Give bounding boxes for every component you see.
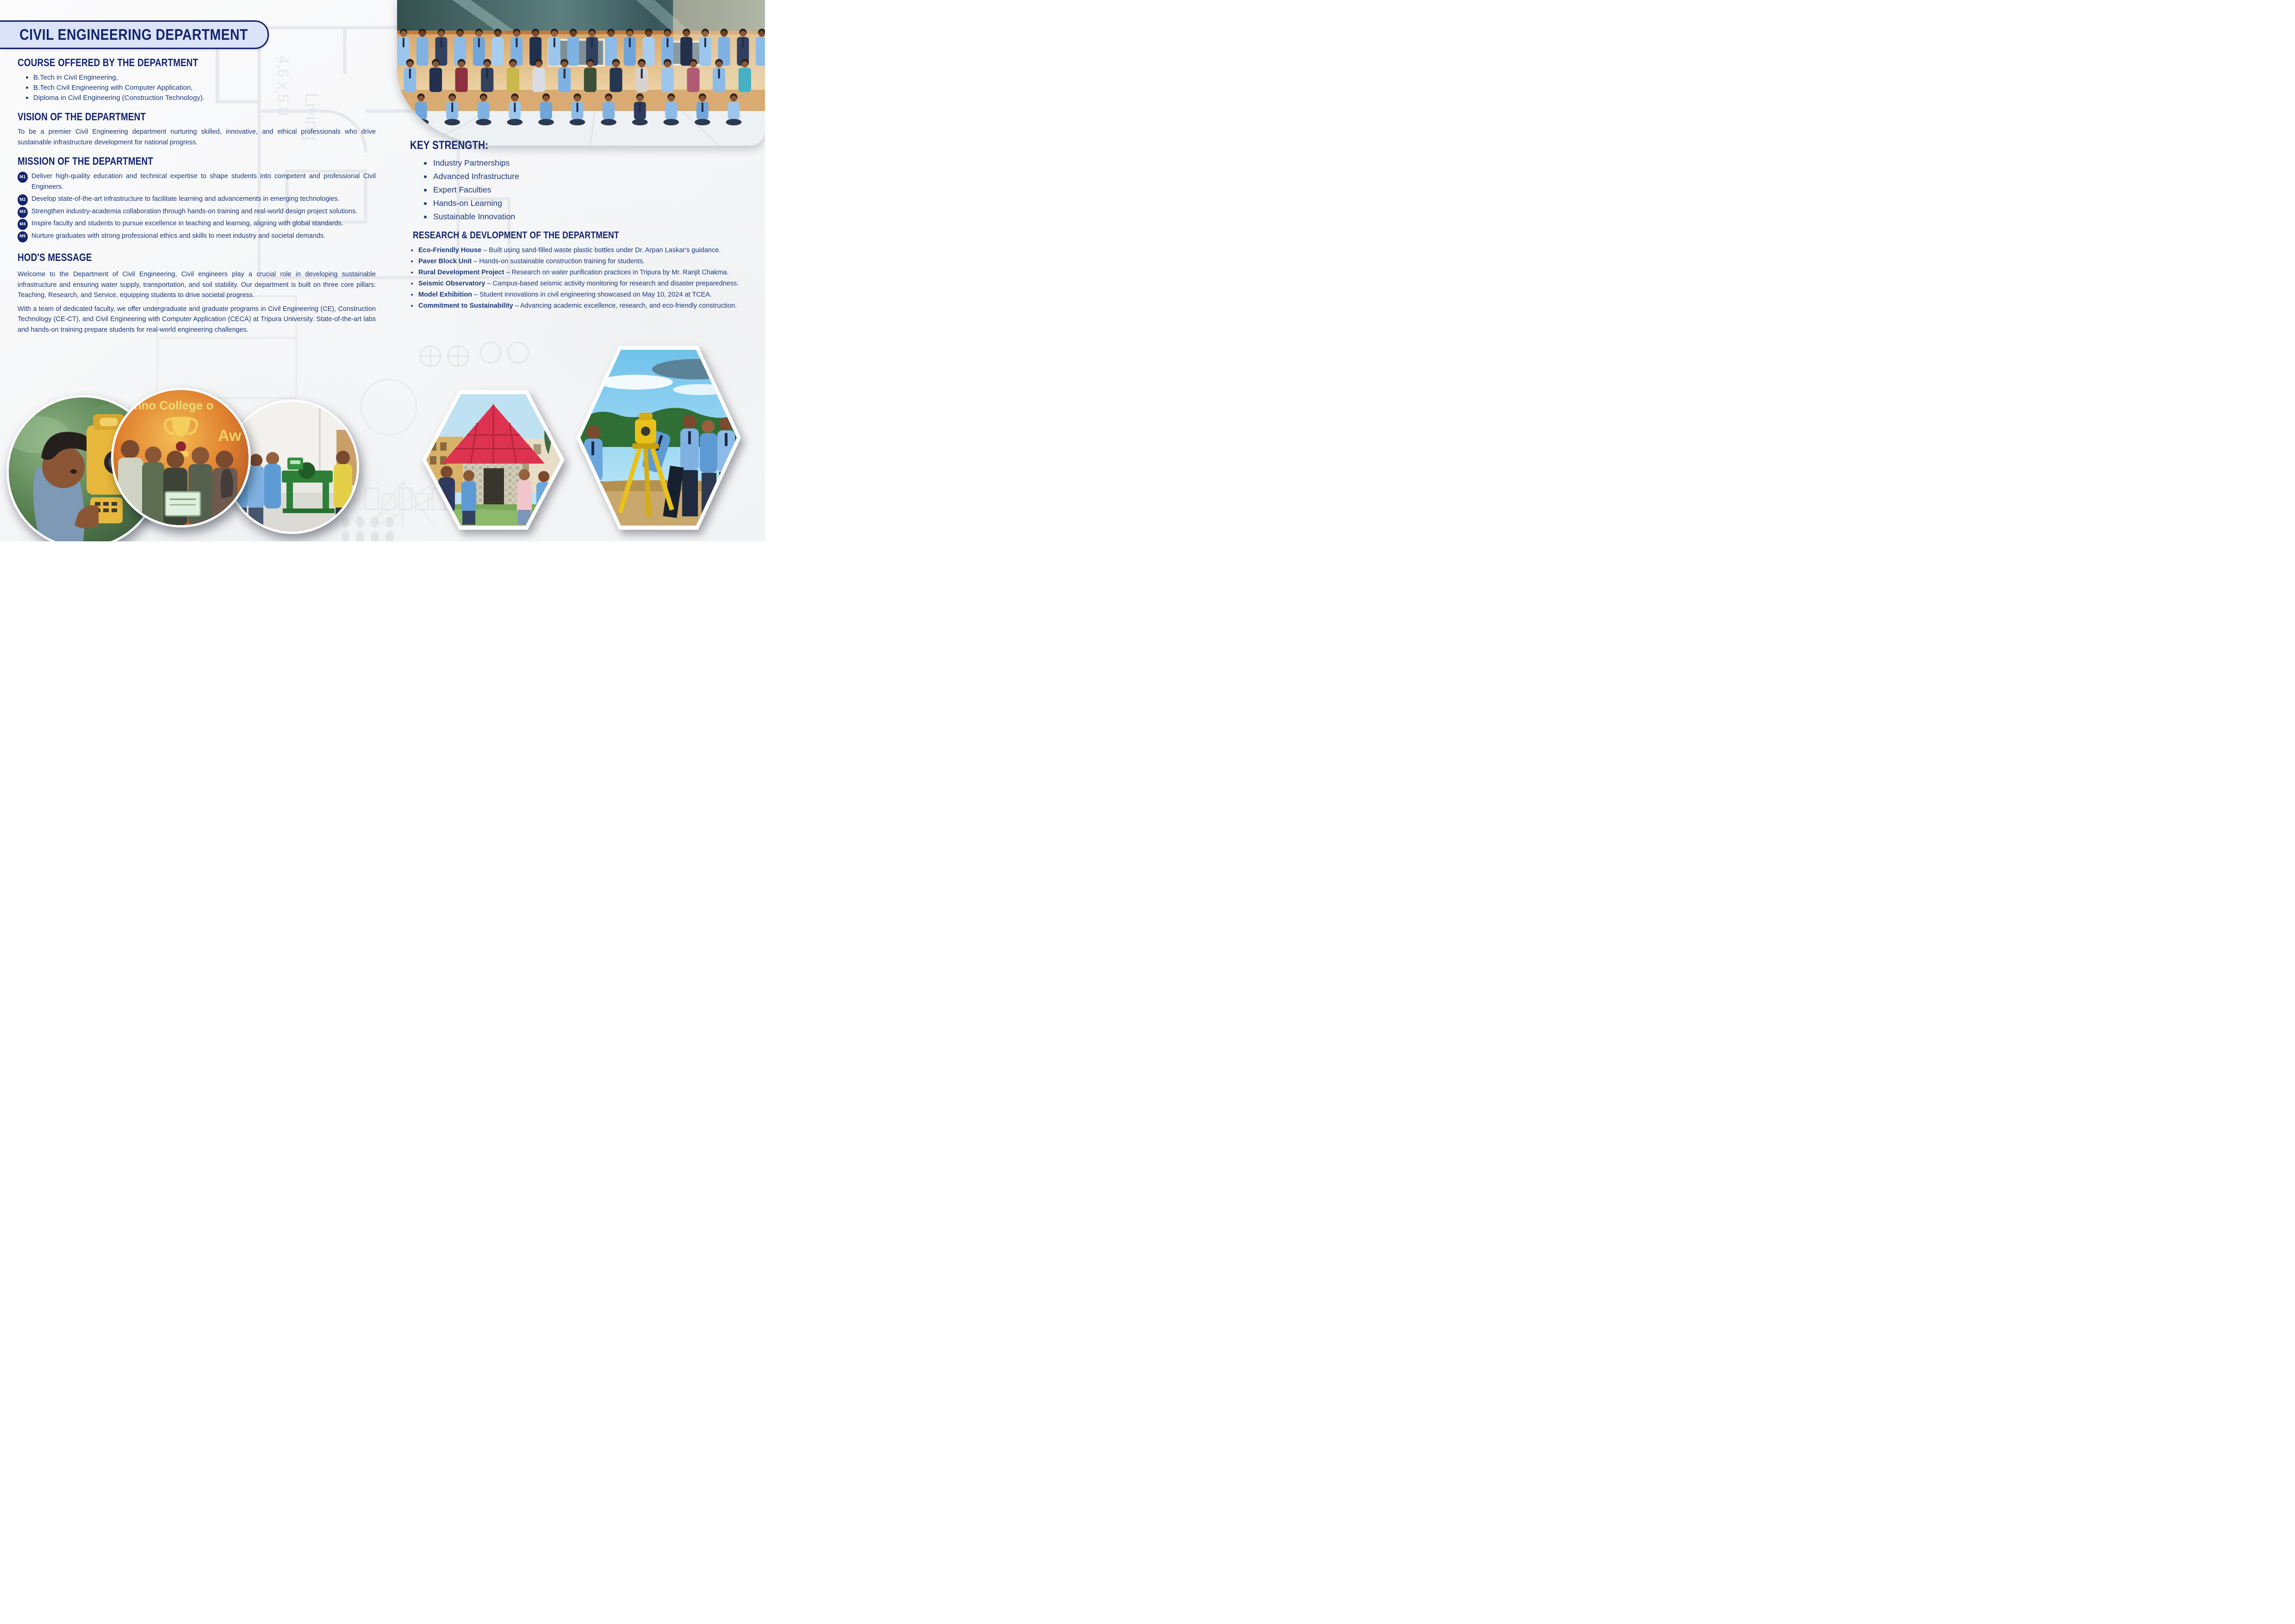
list-item bbox=[424, 170, 761, 183]
research-item-text: – Student innovations in civil engineering showcased on May 10, 2024 at TCEA. bbox=[474, 291, 712, 298]
courses-heading: COURSE OFFERED BY THE DEPARTMENT bbox=[18, 56, 199, 68]
research-item-lead: Paver Block Unit bbox=[418, 258, 472, 265]
list-item bbox=[410, 256, 761, 267]
research-item-text: – Research on water purification practices in Tripura by Mr. Ranjit Chakma. bbox=[506, 269, 729, 276]
mission-badge-m5: M5 bbox=[18, 231, 28, 242]
group-photo-illustration bbox=[397, 0, 765, 146]
bullet-dot-icon bbox=[424, 202, 427, 205]
bullet-dot-icon bbox=[411, 305, 413, 307]
list-item bbox=[410, 290, 761, 300]
plan-label-size: 4.6 x 5.8 bbox=[274, 56, 292, 116]
bullet-dot-icon bbox=[411, 249, 413, 251]
brochure-page bbox=[0, 0, 765, 541]
research-heading: RESEARCH & DEVLOPMENT OF THE DEPARTMENT bbox=[413, 229, 619, 241]
hod-paragraph-2: With a team of dedicated faculty, we offer undergraduate and graduate programs in Civil Engineering (CE), Construction Technology (CE-CT), and Civil Engineering with Computer Application (CECA) at Tripura University. State-of-the-art labs and hands-on training prepare students for real-world engineering challenges. bbox=[18, 305, 376, 334]
key-strength-text: Sustainable Innovation bbox=[433, 212, 516, 221]
vision-text: To be a premier Civil Engineering department nurturing skilled, innovative, and ethical professionals who drive sustainable infrastructure development for national progress. bbox=[18, 128, 376, 146]
key-strength-text: Industry Partnerships bbox=[433, 158, 510, 167]
mission-badge-m3: M3 bbox=[18, 207, 28, 218]
mission-item bbox=[18, 206, 376, 217]
hod-paragraph-1: Welcome to the Department of Civil Engineering, Civil engineers play a crucial role in developing sustainable infrastructure and ensuring water supply, transportation, and soil stability. Our department is built on three core pillars: Teaching, Research, and Service, equipping students to drive societal progress. bbox=[18, 271, 376, 299]
list-item bbox=[26, 73, 376, 83]
mission-item-text: Deliver high-quality education and technical expertise to shape students into competent and professional Civil Engineers. bbox=[31, 173, 376, 191]
group-photo bbox=[397, 0, 765, 146]
key-strength-heading: KEY STRENGTH: bbox=[410, 139, 489, 152]
list-item bbox=[424, 197, 761, 210]
list-item bbox=[26, 83, 376, 93]
mission-item-text: Inspire faculty and students to pursue excellence in teaching and learning, aligning with global standards. bbox=[31, 220, 343, 227]
mission-section bbox=[18, 155, 376, 241]
course-item-text: Diploma in Civil Engineering (Construction Technology). bbox=[33, 94, 205, 102]
bullet-dot-icon bbox=[411, 294, 413, 296]
hexagon-photo-eco-house bbox=[422, 390, 565, 530]
key-strength-section bbox=[410, 139, 761, 223]
list-item bbox=[424, 211, 761, 223]
survey-field-illustration bbox=[580, 350, 737, 526]
bullet-dot-icon bbox=[424, 162, 427, 165]
key-strength-list bbox=[410, 157, 761, 223]
research-item-lead: Seismic Observatory bbox=[418, 280, 485, 287]
bullet-dot-icon bbox=[411, 260, 413, 262]
bullet-dot-icon bbox=[424, 216, 427, 218]
hexagon-photo-survey-field bbox=[576, 346, 741, 530]
bullet-dot-icon bbox=[424, 175, 427, 178]
list-item bbox=[424, 157, 761, 169]
eco-house-illustration bbox=[426, 394, 560, 526]
mission-item-text: Strengthen industry-academia collaboration through hands-on training and real-world design project solutions. bbox=[31, 207, 358, 215]
mission-badge-m1: M1 bbox=[18, 172, 28, 183]
plan-label-living: Living bbox=[301, 93, 322, 141]
vision-section bbox=[18, 111, 376, 148]
page-title: CIVIL ENGINEERING DEPARTMENT bbox=[19, 26, 248, 43]
mission-item-text: Nurture graduates with strong professional ethics and skills to meet industry and societal demands. bbox=[31, 232, 326, 240]
list-item bbox=[410, 301, 761, 311]
list-item bbox=[424, 184, 761, 196]
hod-heading: HOD'S MESSAGE bbox=[18, 251, 92, 263]
bullet-dot-icon bbox=[411, 272, 413, 273]
mission-item bbox=[18, 171, 376, 192]
right-column bbox=[410, 139, 761, 312]
mission-badge-m4: M4 bbox=[18, 219, 28, 230]
left-column bbox=[18, 56, 376, 338]
title-banner bbox=[0, 20, 269, 49]
circle-photo-award-ceremony bbox=[111, 388, 251, 527]
bullet-dot-icon bbox=[26, 97, 28, 99]
research-item-lead: Model Exhibition bbox=[418, 291, 472, 298]
courses-list bbox=[18, 73, 376, 103]
research-item-text: – Hands-on sustainable construction training for students. bbox=[473, 258, 645, 265]
key-strength-text: Advanced Infrastructure bbox=[433, 172, 519, 181]
list-item bbox=[410, 279, 761, 289]
list-item bbox=[410, 267, 761, 278]
research-item-text: – Built using sand-filled waste plastic bottles under Dr. Arpan Laskar's guidance. bbox=[483, 247, 721, 254]
research-item-lead: Commitment to Sustainability bbox=[418, 302, 513, 310]
bullet-dot-icon bbox=[26, 87, 28, 89]
mission-heading: MISSION OF THE DEPARTMENT bbox=[18, 155, 153, 167]
banner-text-on-photo: chno College o bbox=[127, 398, 214, 412]
key-strength-text: Expert Faculties bbox=[433, 185, 491, 194]
mission-item bbox=[18, 194, 376, 205]
course-item-text: B.Tech Civil Engineering with Computer Application, bbox=[33, 84, 193, 92]
mission-item-text: Develop state-of-the-art infrastructure to facilitate learning and advancements in emerging technologies. bbox=[31, 195, 340, 203]
list-item bbox=[410, 245, 761, 255]
course-item-text: B.Tech in Civil Engineering, bbox=[33, 74, 118, 81]
list-item bbox=[26, 93, 376, 103]
research-section bbox=[410, 229, 761, 311]
hod-message-section bbox=[18, 251, 376, 335]
research-item-text: – Campus-based seismic activity monitoring for research and disaster preparedness. bbox=[487, 280, 739, 287]
mission-item bbox=[18, 218, 376, 229]
vision-heading: VISION OF THE DEPARTMENT bbox=[18, 111, 146, 123]
bullet-dot-icon bbox=[26, 76, 28, 79]
research-item-text: – Advancing academic excellence, research, and eco-friendly construction. bbox=[515, 302, 737, 310]
research-item-lead: Eco-Friendly House bbox=[418, 247, 482, 254]
mission-item bbox=[18, 231, 376, 242]
bullet-dot-icon bbox=[411, 283, 413, 285]
award-ceremony-illustration bbox=[113, 390, 249, 525]
bullet-dot-icon bbox=[424, 189, 427, 192]
mission-badge-m2: M2 bbox=[18, 194, 28, 205]
courses-section bbox=[18, 56, 376, 103]
award-word-fragment: Aw bbox=[218, 427, 242, 445]
research-item-lead: Rural Development Project bbox=[418, 269, 504, 276]
research-list bbox=[410, 245, 761, 311]
key-strength-text: Hands-on Learning bbox=[433, 198, 502, 208]
